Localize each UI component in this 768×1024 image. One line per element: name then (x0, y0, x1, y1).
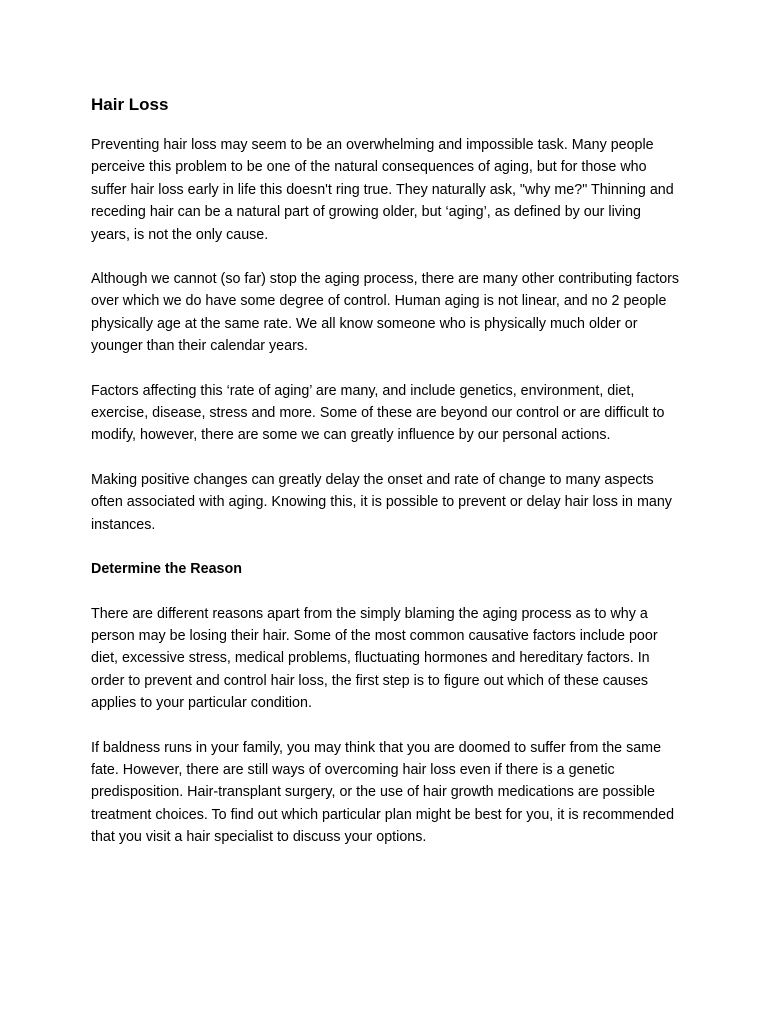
paragraph: There are different reasons apart from the simply blaming the aging process as to why a person may be losing their hair. Some of the most common causative factors include poor diet, excessive stress, medical problems, fluctuating hormones and hereditary factors. In order to prevent and control hair loss, the first step is to figure out which of these causes applies to your particular condition. (91, 605, 658, 712)
document-page (91, 94, 681, 871)
paragraph: Factors affecting this ‘rate of aging’ are many, and include genetics, environment, diet, exercise, disease, stress and more. Some of these are beyond our control or are difficult to modify, however, there are some we can greatly influence by our personal actions. (91, 382, 665, 444)
paragraph: Although we cannot (so far) stop the aging process, there are many other contributing factors over which we do have some degree of control. Human aging is not linear, and no 2 people physically age at the same rate. We all know someone who is physically much older or younger than their calendar years. (91, 271, 680, 355)
document-title: Hair Loss (91, 95, 169, 114)
section-heading: Determine the Reason (91, 561, 242, 578)
paragraph: Preventing hair loss may seem to be an overwhelming and impossible task. Many people perceive this problem to be one of the natural consequences of aging, but for those who suffer hair loss early in life this doesn't ring true. They naturally ask, "why me?" Thinning and receding hair can be a natural part of growing older, but ‘aging’, as defined by our living years, is not the only cause. (91, 137, 674, 243)
paragraph: Making positive changes can greatly delay the onset and rate of change to many aspects often associated with aging. Knowing this, it is possible to prevent or delay hair loss in many instances. (91, 471, 672, 533)
paragraph: If baldness runs in your family, you may think that you are doomed to suffer from the same fate. However, there are still ways of overcoming hair loss even if there is a genetic predisposition. Hair-transplant surgery, or the use of hair growth medications are possible treatment choices. To find out which particular plan might be best for you, it is recommended that you visit a hair specialist to discuss your options. (91, 739, 675, 846)
